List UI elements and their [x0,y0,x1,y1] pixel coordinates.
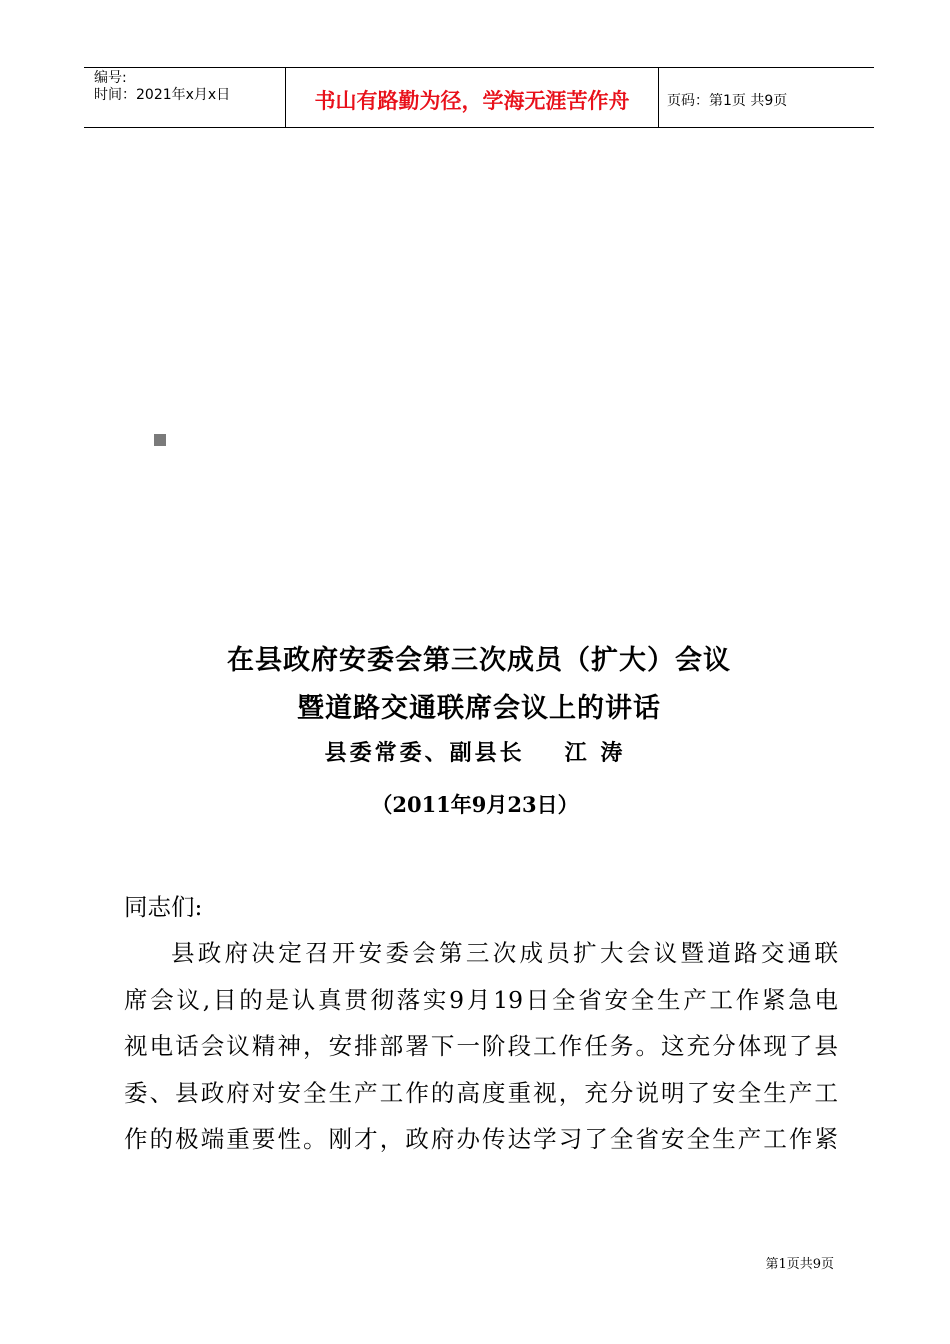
number-label: 编号: [94,70,127,86]
header-motto: 书山有路勤为径，学海无涯苦作舟 [286,68,659,127]
author-role: 县委常委、副县长 [324,740,525,766]
paragraph-line: 县政府决定召开安委会第三次成员扩大会议暨道路交通联 [171,939,838,968]
speech-body [124,884,838,1162]
speech-date: （2011年9月23日） [371,792,579,817]
paragraph-line: 作的极端重要性。刚才，政府办传达学习了全省安全生产工作紧 [124,1125,838,1154]
author-line [0,736,950,767]
paragraph-line: 席会议,目的是认真贯彻落实9月19日全省安全生产工作紧急电 [124,985,838,1014]
square-bullet-icon [154,434,166,446]
author-name: 江 涛 [564,740,626,766]
document-header [84,67,874,128]
title-line-1: 在县政府安委会第三次成员（扩大）会议 [227,645,731,676]
footer-page-info: 第1页共9页 [765,1257,834,1272]
salutation: 同志们: [124,893,203,921]
time-label: 时间：2021年x月x日 [94,87,231,103]
header-page-info: 页码：第1页 共9页 [667,92,788,109]
paragraph-line: 委、县政府对安全生产工作的高度重视，充分说明了安全生产工 [124,1078,838,1107]
title-line-2: 暨道路交通联席会议上的讲话 [297,693,661,724]
paragraph-line: 视电话会议精神，安排部署下一阶段工作任务。这充分体现了县 [124,1032,838,1061]
header-meta [84,68,286,127]
